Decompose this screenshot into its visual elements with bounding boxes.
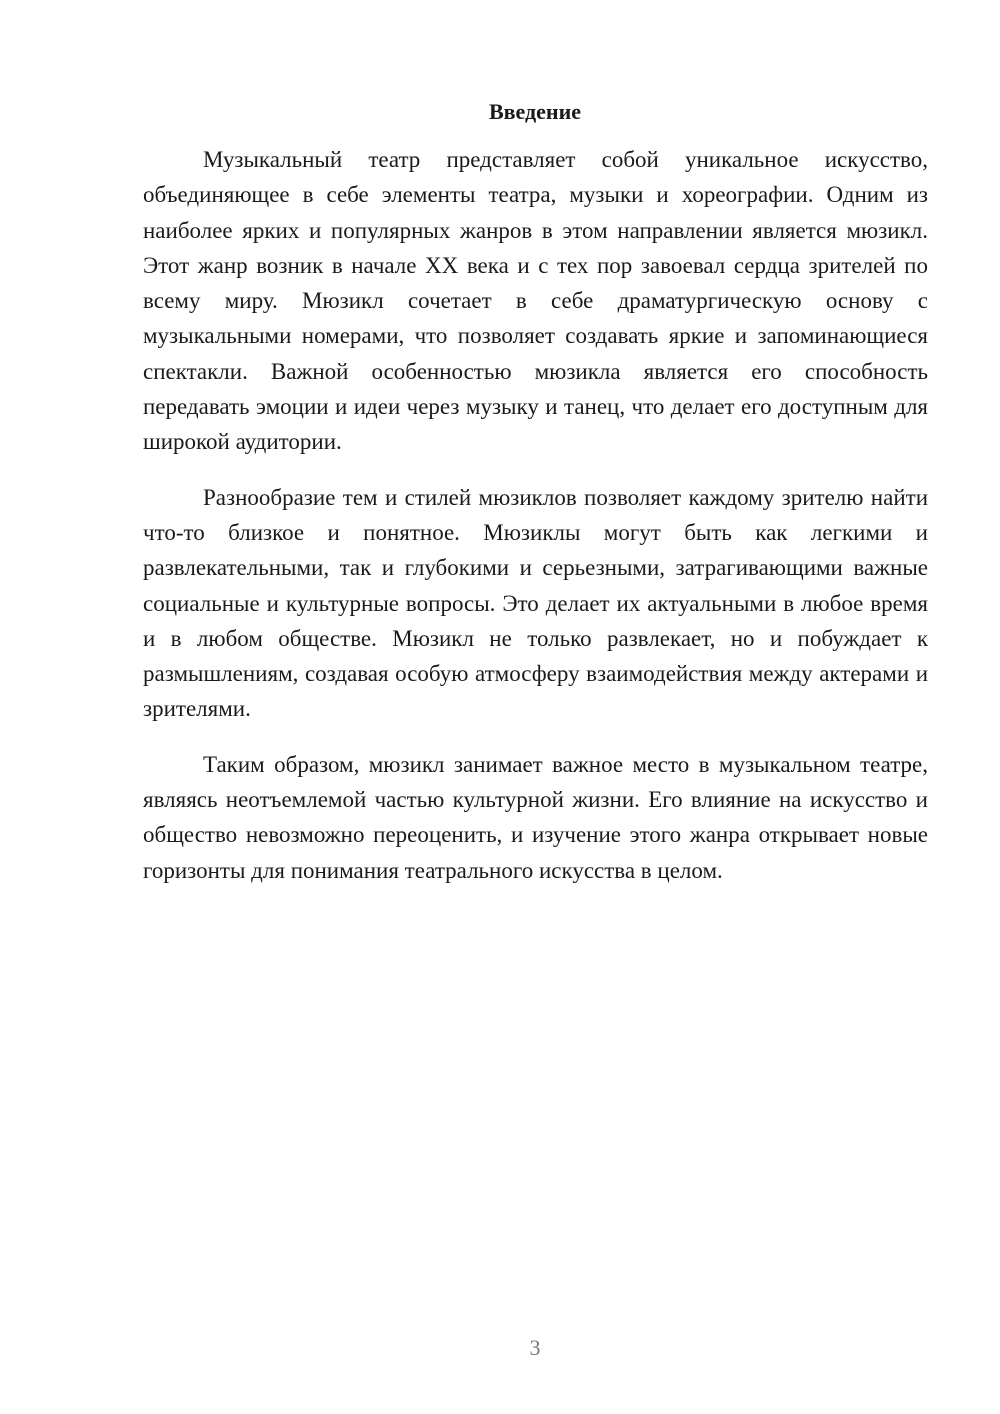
body-text bbox=[143, 142, 928, 908]
paragraph-1: Музыкальный театр представляет собой уникальное искусство, объединяющее в себе элементы театра, музыки и хореографии. Одним из наиболее ярких и популярных жанров в этом направлении является мюзикл. Этот жанр возник в начале XX века и с тех пор завоевал сердца зрителей по всему миру. Мюзикл сочетает в себе драматургическую основу с музыкальными номерами, что позволяет создавать яркие и запоминающиеся спектакли. Важной особенностью мюзикла является его способность передавать эмоции и идеи через музыку и танец, что делает его доступным для широкой аудитории. bbox=[143, 147, 928, 455]
paragraph-3: Таким образом, мюзикл занимает важное место в музыкальном театре, являясь неотъемлемой частью культурной жизни. Его влияние на искусство и общество невозможно переоценить, и изучение этого жанра открывает новые горизонты для понимания театрального искусства в целом. bbox=[143, 751, 928, 883]
paragraph-2: Разнообразие тем и стилей мюзиклов позволяет каждому зрителю найти что-то близкое и понятное. Мюзиклы могут быть как легкими и развлекательными, так и глубокими и серьезными, затрагивающими важные социальные и культурные вопросы. Это делает их актуальными в любое время и в любом обществе. Мюзикл не только развлекает, но и побуждает к размышлениям, создавая особую атмосферу взаимодействия между актерами и зрителями. bbox=[143, 484, 928, 722]
section-title: Введение bbox=[488, 99, 582, 124]
page-number: 3 bbox=[529, 1335, 541, 1360]
